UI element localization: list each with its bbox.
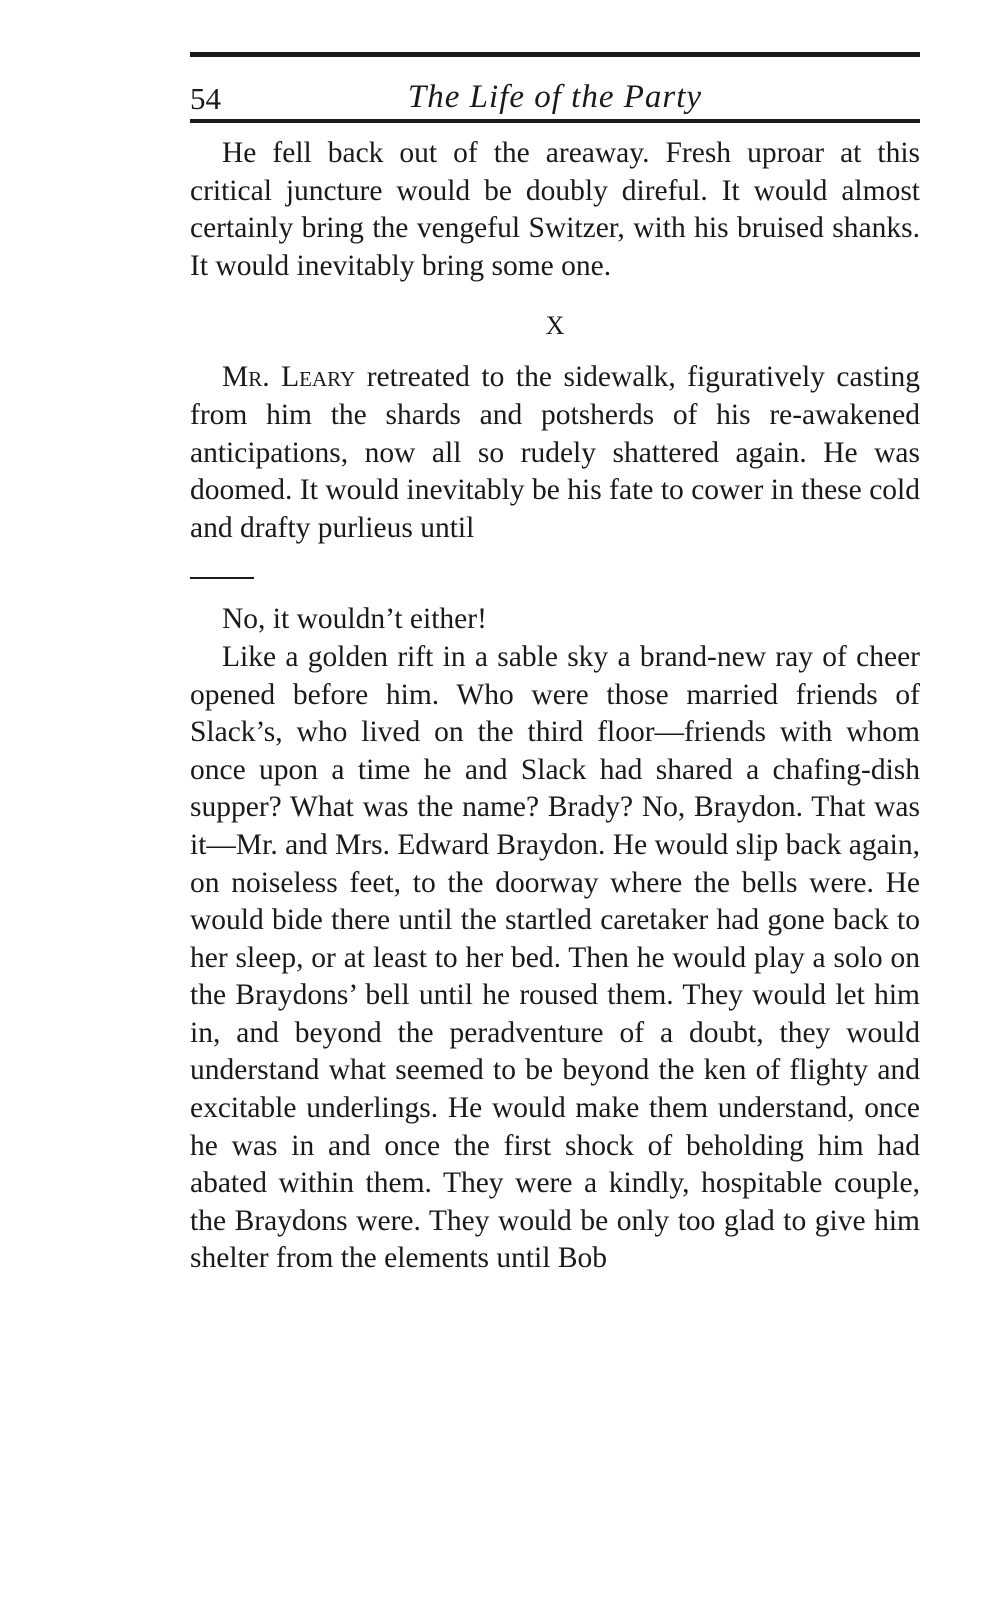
paragraph-2 — [190, 359, 920, 547]
paragraph-1: He fell back out of the areaway. Fresh uproar at this critical juncture would be doubly direful. It would almost certainly bring the vengeful Switzer, with his bruised shanks. It would inevitably bring some one. — [190, 137, 920, 282]
paragraph-2-lead: Mr. Leary — [222, 361, 356, 394]
paragraph-4: Like a golden rift in a sable sky a brand-new ray of cheer opened before him. Who were those married friends of Slack’s, who lived on the third floor—friends with whom once upon a time he and Slack had shared a chafing-dish supper? What was the name? Brady? No, Braydon. That was it—Mr. and Mrs. Edward Braydon. He would slip back again, on noiseless feet, to the doorway where the bells were. He would bide there until the startled caretaker had gone back to her sleep, or at least to her bed. Then he would play a solo on the Braydons’ bell until he roused them. They would let him in, and beyond the peradventure of a doubt, they would understand what seemed to be beyond the ken of flighty and excitable underlings. He would make them understand, once he was in and once the first shock of beholding him had abated within them. They were a kindly, hospitable couple, the Braydons were. They would be only too glad to give him shelter from the elements until Bob — [190, 640, 920, 1275]
header-top-rule — [190, 52, 920, 57]
paragraph-3: No, it wouldn’t either! — [222, 603, 487, 636]
running-title: The Life of the Party — [407, 79, 703, 115]
paragraph-2-text: retreated to the sidewalk, figuratively casting from him the shards and potsherds of his re-awakened anticipations, now all so rudely shattered again. He was doomed. It would inevitably be his fate to cower in these cold and drafty purlieus until — [190, 361, 920, 544]
header-bottom-rule — [190, 119, 920, 123]
break-dash — [190, 577, 254, 579]
book-page — [190, 52, 920, 1278]
page-number: 54 — [190, 81, 221, 116]
section-marker: X — [545, 311, 565, 341]
page-header — [190, 71, 920, 117]
